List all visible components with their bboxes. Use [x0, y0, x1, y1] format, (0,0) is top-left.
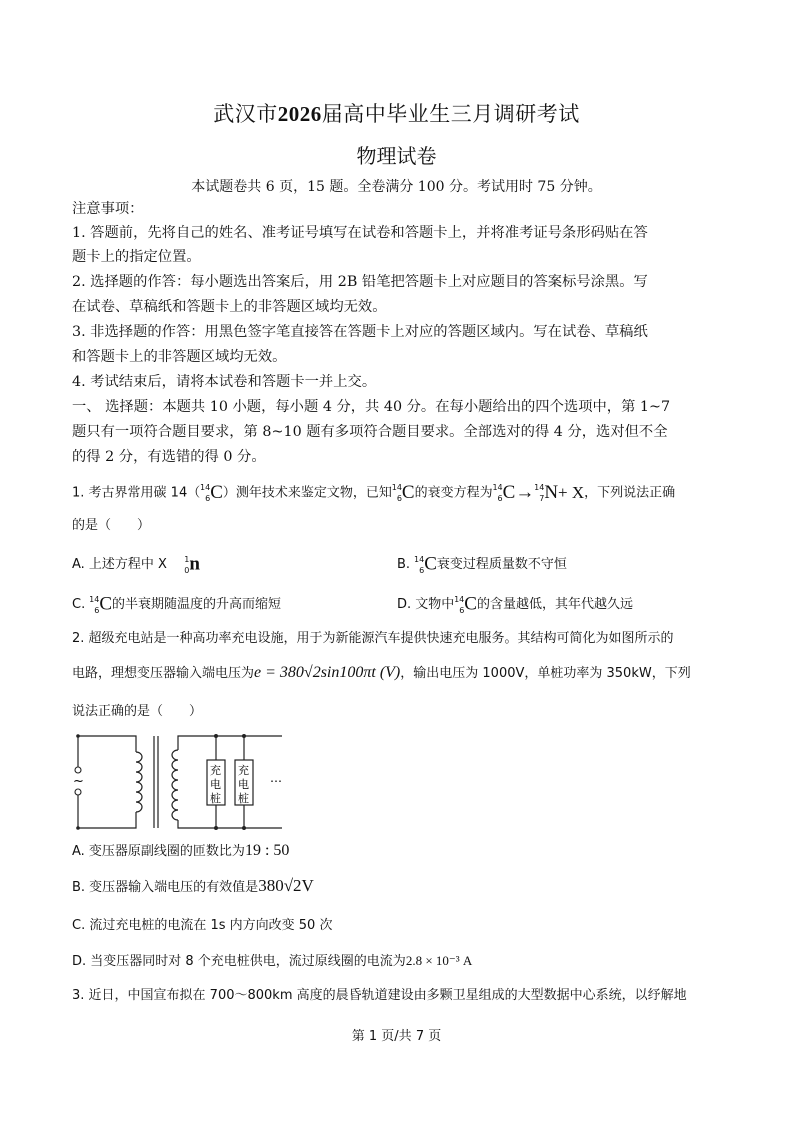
exam-title [0, 98, 793, 128]
note-line: 3. 非选择题的作答：用黑色签字笔直接答在答题卡上对应的答题区域内。写在试卷、草稿纸 [72, 324, 648, 340]
title-year: 2026 [277, 102, 322, 126]
svg-text:充: 充 [238, 764, 249, 777]
title-part: 武汉市 [213, 102, 278, 126]
input-terminal [75, 767, 81, 773]
exam-subject: 物理试卷 [356, 144, 437, 168]
svg-text:电: 电 [238, 778, 249, 791]
ac-symbol: ~ [73, 774, 84, 789]
primary-coil [136, 752, 142, 812]
equation-term: + X [558, 483, 585, 502]
section-line: 题只有一项符合题目要求，第 8~10 题有多项符合题目要求。全部选对的得 4 分，选对但不全 [72, 424, 668, 440]
junction-dot [214, 734, 218, 738]
secondary-wire [178, 736, 282, 750]
junction-dot [242, 734, 246, 738]
q1-option-b[interactable]: B. 14 6 C衰变过程质量数不守恒 [397, 553, 567, 575]
ellipsis: … [270, 771, 282, 785]
q3-stem-line1: 3. 近日，中国宣布拟在 700～800km 高度的晨昏轨道建设由多颗卫星组成的大型数据中心系统，以纾解地 [72, 988, 687, 1003]
primary-wire [78, 736, 136, 768]
voltage-equation: e = 380√2sin100πt (V) [254, 664, 401, 681]
q1-option-c[interactable]: C. 14 6 C的半衰期随温度的升高而缩短 [72, 593, 282, 615]
note-line: 4. 考试结束后，请将本试卷和答题卡一并上交。 [72, 374, 377, 390]
notes-heading: 注意事项： [72, 201, 144, 217]
exam-info: 本试题卷共 6 页，15 题。全卷满分 100 分。考试用时 75 分钟。 [191, 179, 602, 195]
q2-stem-line3: 说法正确的是（ ） [72, 704, 203, 719]
secondary-wire [178, 820, 282, 828]
junction-dot [214, 826, 218, 830]
element-symbol: N [544, 482, 559, 503]
svg-text:桩: 桩 [210, 792, 221, 805]
isotope-n14: 14 7 [534, 483, 545, 503]
isotope-c14: 14 6 [200, 483, 211, 503]
section-line: 一、 选择题：本题共 10 小题，每小题 4 分，共 40 分。在每小题给出的四个选项中，第 1~7 [72, 399, 671, 415]
q1-text: ，下列说法正确 [584, 485, 676, 501]
q2-option-b[interactable]: B. 变压器输入端电压的有效值是380√2V [72, 876, 314, 895]
svg-text:桩: 桩 [238, 792, 249, 805]
note-line: 1. 答题前，先将自己的姓名、准考证号填写在试卷和答题卡上，并将准考证号条形码贴在答 [72, 225, 648, 241]
isotope-c14: 14 6 [391, 483, 402, 503]
q1-text: 的衰变方程为 [414, 485, 493, 501]
q1-option-d[interactable]: D. 文物中 14 6 C的含量越低，其年代越久远 [397, 593, 633, 615]
element-symbol: C [401, 482, 415, 503]
section-line: 的得 2 分，有选错的得 0 分。 [72, 449, 266, 465]
title-part: 届高中毕业生三月调研考试 [321, 102, 580, 126]
svg-text:电: 电 [210, 778, 221, 791]
note-line: 2. 选择题的作答：每小题选出答案后，用 2B 铅笔把答题卡上对应题目的答案标号涂黑。写 [72, 274, 648, 290]
element-symbol: C [210, 482, 223, 503]
secondary-coil [172, 750, 178, 820]
q1-text: ）测年技术来鉴定文物，已知 [222, 485, 392, 501]
q2-option-a[interactable]: A. 变压器原副线圈的匝数比为19 : 50 [72, 842, 290, 859]
q1-option-a[interactable]: A. 上述方程中 X 1 0 n [72, 553, 200, 575]
input-terminal [75, 789, 81, 795]
q2-stem-line1: 2. 超级充电站是一种高功率充电设施，用于为新能源汽车提供快速充电服务。其结构可简化为如图所示的 [72, 631, 674, 646]
note-line: 和答题卡上的非答题区域均无效。 [72, 349, 287, 365]
transformer-circuit-figure [70, 728, 300, 832]
junction-dot [242, 826, 246, 830]
q2-option-c[interactable]: C. 流过充电桩的电流在 1s 内方向改变 50 次 [72, 918, 333, 933]
junction-dot [76, 826, 80, 830]
arrow-symbol: → [515, 482, 535, 503]
note-line: 题卡上的指定位置。 [72, 249, 201, 265]
q2-option-d[interactable]: D. 当变压器同时对 8 个充电桩供电，流过原线圈的电流为2.8 × 10⁻³ A [72, 953, 473, 969]
q1-text: 1. 考古界常用碳 14（ [72, 485, 201, 501]
primary-wire [78, 792, 136, 828]
q1-stem [72, 483, 724, 503]
junction-dot [76, 734, 80, 738]
note-line: 在试卷、草稿纸和答题卡上的非答题区域均无效。 [72, 299, 387, 315]
svg-text:充: 充 [210, 764, 221, 777]
q2-stem-line2: 电路，理想变压器输入端电压为e = 380√2sin100πt (V)，输出电压为 1000V，单桩功率为 350kW，下列 [72, 664, 691, 681]
q1-stem-line2: 的是（ ） [72, 518, 151, 533]
element-symbol: C [502, 482, 516, 503]
page-number: 第 1 页/共 7 页 [351, 1029, 442, 1044]
isotope-c14: 14 6 [492, 483, 503, 503]
